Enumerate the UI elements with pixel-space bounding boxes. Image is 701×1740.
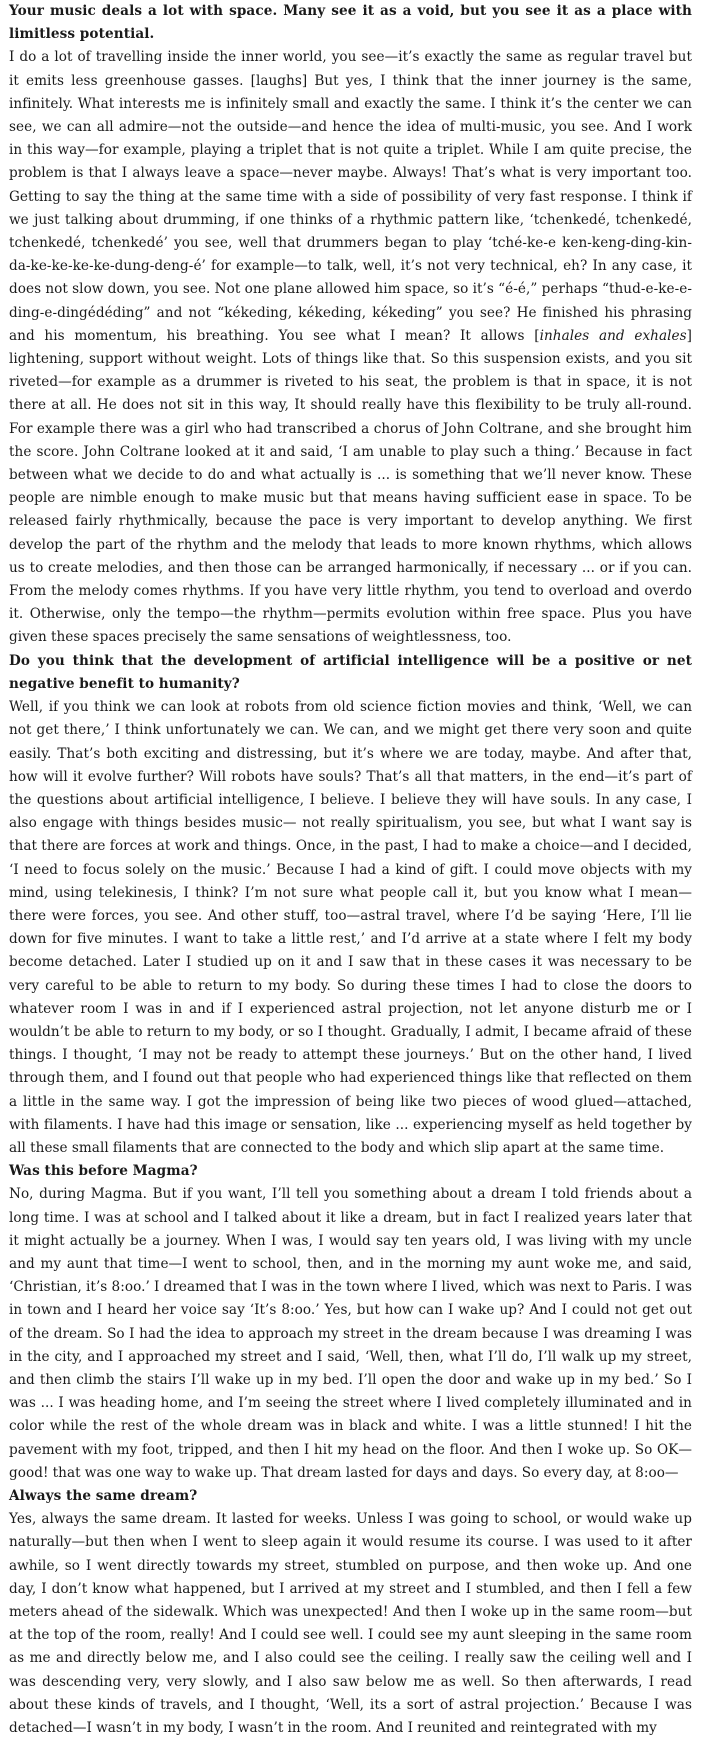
question-heading: Your music deals a lot with space. Many see it as a void, but you see it as a place with limitless potential. [9, 3, 692, 43]
answer-paragraph [9, 1183, 692, 1485]
answer-text: Yes, always the same dream. It lasted for weeks. Unless I was going to school, or would wake up naturally—but then when I went to sleep again it would resume its course. I was used to it after awhile, so I went directly towards my street, stumbled on purpose, and then woke up. And one day, I don’t know what happened, but I arrived at my street and I stumbled, and then I fell a few meters ahead of the sidewalk. Which was unexpected! And then I woke up in the same room—but at the top of the room, really! And I could see well. I could see my aunt sleeping in the same room as me and directly below me, and I also could see the ceiling. I really saw the ceiling well and I was descending very, very slowly, and I also saw below me as well. So then afterwards, I read about these kinds of travels, and I thought, ‘Well, its a sort of astral projection.’ Because I was detached—I wasn’t in my body, I wasn’t in the room. And I reunited and reintegrated with my [9, 1511, 692, 1737]
question-heading: Do you think that the development of artificial intelligence will be a positive or net negative benefit to humanity? [9, 652, 692, 692]
answer-paragraph [9, 696, 692, 1160]
answer-text: Well, if you think we can look at robots from old science fiction movies and think, ‘Well, we can not get there,’ I think unfortunately we can. We can, and we might get there very soon and quite easily. That’s both exciting and distressing, but it’s where we are today, maybe. And after that, how will it evolve further? Will robots have souls? That’s all that matters, in the end—it’s part of the questions about artificial intelligence, I believe. I believe they will have souls. In any case, I also engage with things besides music— not really spiritualism, you see, but what I want say is that there are forces at work and things. Once, in the past, I had to make a choice—and I decided, ‘I need to focus solely on the music.’ Because I had a kind of gift. I could move objects with my mind, using telekinesis, I think? I’m not sure what people call it, but you know what I mean—there were forces, you see. And other stuff, too—astral travel, where I’d be saying ‘Here, I’ll lie down for five minutes. I want to take a little rest,’ and I’d arrive at a state where I felt my body become detached. Later I studied up on it and I saw that in these cases it was necessary to be very careful to be able to return to my body. So during these times I had to close the doors to whatever room I was in and if I experienced astral projection, not let anyone disturb me or I wouldn’t be able to return to my body, or so I thought. Gradually, I admit, I became afraid of these things. I thought, ‘I may not be ready to attempt these journeys.’ But on the other hand, I lived through them, and I found out that people who had experienced things like that reflected on them a little in the same way. I got the impression of being like two pieces of wood glued—attached, with filaments. I have had this image or sensation, like ... experiencing myself as held together by all these small filaments that are connected to the body and which slip apart at the same time. [9, 699, 692, 1156]
question-heading: Was this before Magma? [9, 1163, 198, 1180]
answer-text: ] lightening, support without weight. Lots of things like that. So this suspension exists, and you sit riveted—for example as a drummer is riveted to his seat, the problem is that in space, it is not there at all. He does not sit in this way, It should really have this flexibility to be truly all-round. For example there was a girl who had transcribed a chorus of John Coltrane, and she brought him the score. John Coltrane looked at it and said, ‘I am unable to play such a thing.’ Because in fact between what we decide to do and what actually is ... is something that we’ll never know. These people are nimble enough to make music but that means having sufficient ease in space. To be released fairly rhythmically, because the pace is very important to develop anything. We first develop the part of the rhythm and the melody that leads to more known rhythms, which allows us to create melodies, and then those can be arranged harmonically, if necessary ... or if you can. From the melody comes rhythms. If you have very little rhythm, you tend to overload and overdo it. Otherwise, only the tempo—the rhythm—permits evolution within free space. Plus you have given these spaces precisely the same sensations of weightlessness, too. [9, 327, 692, 646]
answer-italic-text: inhales and exhales [539, 327, 687, 344]
answer-paragraph [9, 1508, 692, 1740]
answer-text: I do a lot of travelling inside the inner world, you see—it’s exactly the same as regular travel but it emits less greenhouse gasses. [laughs] But yes, I think that the inner journey is the same, infinitely. What interests me is infinitely small and exactly the same. I think it’s the center we can see, we can all admire—not the outside—and hence the idea of multi-music, you see. And I work in this way—for example, playing a triplet that is not quite a triplet. While I am quite precise, the problem is that I always leave a space—never maybe. Always! That’s what is very important too. Getting to say the thing at the same time with a side of possibility of very fast response. I think if we just talking about drumming, if one thinks of a rhythmic pattern like, ‘tchenkedé, tchenkedé, tchenkedé, tchenkedé’ you see, well that drummers began to play ‘tché-ke-e ken-keng-ding-kin-da-ke-ke-ke-ke-dung-deng-é’ for example—to talk, well, it’s not very technical, eh? In any case, it does not slow down, you see. Not one plane allowed him space, so it’s “é-é,” perhaps “thud-e-ke-e-ding-e-dingédéding” and not “kékeding, kékeding, kékeding” you see? He finished his phrasing and his momentum, his breathing. You see what I mean? It allows [ [9, 49, 692, 344]
answer-paragraph [9, 46, 692, 649]
question-heading: Always the same dream? [9, 1488, 198, 1504]
answer-text: No, during Magma. But if you want, I’ll tell you something about a dream I told friends about a long time. I was at school and I talked about it like a dream, but in fact I realized years later that it might actually be a journey. When I was, I would say ten years old, I was living with my uncle and my aunt that time—I went to school, then, and in the morning my aunt woke me, and said, ‘Christian, it’s 8:oo.’ I dreamed that I was in the town where I lived, which was next to Paris. I was in town and I heard her voice say ‘It’s 8:oo.’ Yes, but how can I wake up? And I could not get out of the dream. So I had the idea to approach my street in the dream because I was dreaming I was in the city, and I approached my street and I said, ‘Well, then, what I’ll do, I’ll walk up my street, and then climb the stairs I’ll wake up in my bed. I’ll open the door and wake up in my bed.’ So I was ... I was heading home, and I’m seeing the street where I lived completely illuminated and in color while the rest of the whole dream was in black and white. I was a little stunned! I hit the pavement with my foot, tripped, and then I hit my head on the floor. And then I woke up. So OK—good! that was one way to wake up. That dream lasted for days and days. So every day, at 8:oo— [9, 1186, 692, 1481]
